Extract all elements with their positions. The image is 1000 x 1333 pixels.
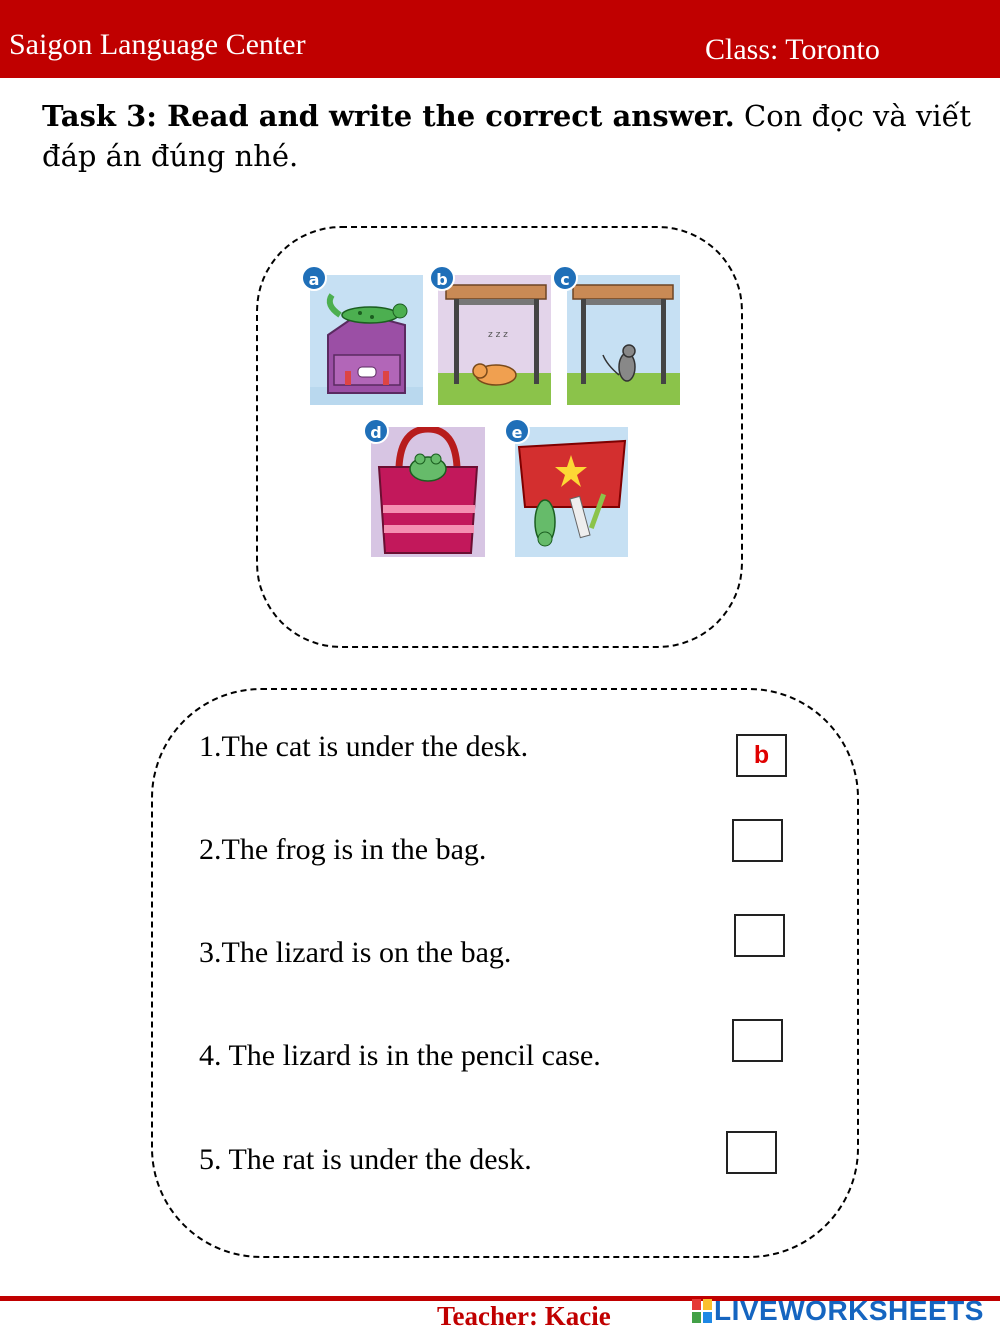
lizard-on-bag-illustration	[310, 275, 423, 405]
class-name: Class: Toronto	[705, 33, 880, 66]
question-2: 2.The frog is in the bag.	[199, 833, 487, 866]
liveworksheets-logo-icon	[692, 1297, 714, 1325]
task-instruction	[42, 96, 972, 176]
picture-label-a: a	[301, 265, 327, 291]
picture-label-d: d	[363, 418, 389, 444]
picture-label-b: b	[429, 265, 455, 291]
question-4: 4. The lizard is in the pencil case.	[199, 1039, 601, 1072]
question-5: 5. The rat is under the desk.	[199, 1143, 532, 1176]
liveworksheets-brand	[692, 1293, 984, 1329]
task-title: Task 3: Read and write the correct answer.	[42, 99, 735, 133]
rat-under-desk-illustration	[567, 275, 680, 405]
picture-label-e: e	[504, 418, 530, 444]
svg-text:z z z: z z z	[488, 330, 508, 340]
frog-in-bag-illustration	[371, 427, 485, 557]
picture-a	[310, 275, 423, 405]
answer-box-1[interactable]	[736, 734, 787, 777]
picture-label-c: c	[552, 265, 578, 291]
lizard-in-pencil-case-illustration	[515, 427, 628, 557]
answer-box-4[interactable]	[732, 1019, 783, 1062]
liveworksheets-logo-text: LIVEWORKSHEETS	[714, 1295, 984, 1326]
answer-box-2[interactable]	[732, 819, 783, 862]
cat-under-desk-illustration	[438, 275, 551, 405]
picture-d	[371, 427, 485, 557]
question-1: 1.The cat is under the desk.	[199, 730, 529, 763]
question-3: 3.The lizard is on the bag.	[199, 936, 512, 969]
task-subtitle: Con đọc và viết đáp án đúng nhé.	[42, 99, 972, 173]
answer-box-3[interactable]	[734, 914, 785, 957]
header-bar	[0, 0, 1000, 78]
answer-box-5[interactable]	[726, 1131, 777, 1174]
teacher-name: Teacher: Kacie	[437, 1301, 611, 1331]
picture-c	[567, 275, 680, 405]
center-name: Saigon Language Center	[9, 28, 306, 61]
picture-area	[291, 255, 710, 600]
answer-1: b	[753, 741, 770, 769]
picture-e	[515, 427, 628, 557]
picture-b	[438, 275, 551, 405]
